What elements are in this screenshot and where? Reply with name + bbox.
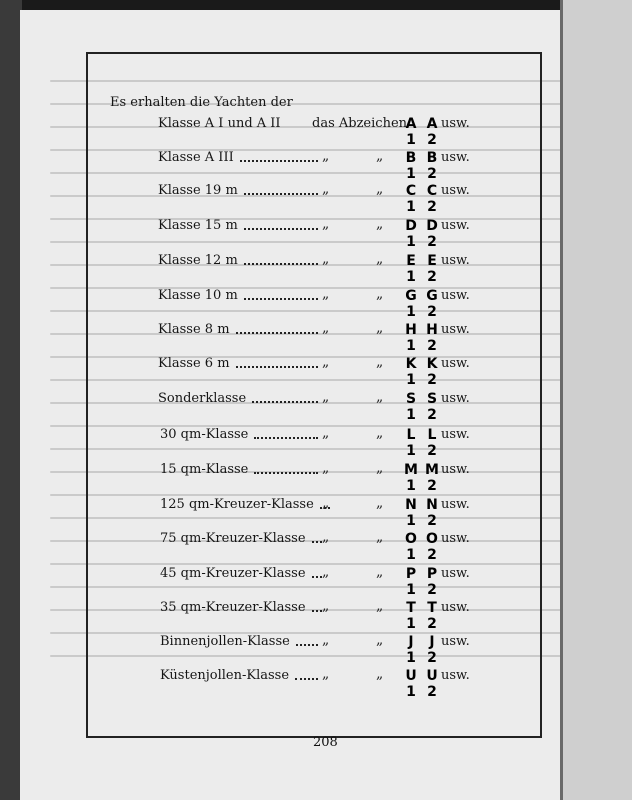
badge-code xyxy=(402,531,420,563)
class-row xyxy=(0,181,632,215)
class-row xyxy=(0,666,632,700)
class-row xyxy=(0,632,632,666)
ditto-mark: „ xyxy=(322,251,330,267)
leader-dots xyxy=(236,324,318,334)
badge-letter: O xyxy=(426,531,438,547)
badge-letter: D xyxy=(426,218,438,234)
badge-code xyxy=(423,356,441,388)
badge-code xyxy=(402,634,420,666)
usw-suffix: usw. xyxy=(441,150,470,165)
leader-dots xyxy=(244,290,318,300)
badge-letter: U xyxy=(405,668,417,684)
usw-suffix: usw. xyxy=(441,634,470,649)
badge-code xyxy=(402,150,420,182)
badge-number: 2 xyxy=(427,582,437,598)
ditto-mark: „ xyxy=(376,495,384,511)
badge-code xyxy=(423,218,441,250)
leader-dots xyxy=(236,358,318,368)
badge-number: 2 xyxy=(427,199,437,215)
leader-dots xyxy=(244,255,318,265)
usw-suffix: usw. xyxy=(441,427,470,442)
badge-code xyxy=(423,600,441,632)
ditto-mark: „ xyxy=(376,216,384,232)
ditto-mark: „ xyxy=(322,216,330,232)
ditto-mark: „ xyxy=(376,251,384,267)
usw-suffix: usw. xyxy=(441,288,470,303)
badge-code xyxy=(402,497,420,529)
ditto-mark: „ xyxy=(322,460,330,476)
badge-letter: K xyxy=(426,356,438,372)
badge-number: 2 xyxy=(427,547,437,563)
badge-code xyxy=(402,253,420,285)
leader-dots xyxy=(296,636,318,646)
leader-dots xyxy=(244,220,318,230)
class-row xyxy=(0,529,632,563)
class-label: Küstenjollen-Klasse xyxy=(160,668,290,683)
usw-suffix: usw. xyxy=(441,183,470,198)
badge-number: 1 xyxy=(406,199,416,215)
badge-number: 1 xyxy=(406,582,416,598)
badge-code xyxy=(423,427,441,459)
badge-letter: P xyxy=(426,566,438,582)
ditto-mark: „ xyxy=(322,181,330,197)
ditto-mark: „ xyxy=(376,529,384,545)
badge-letter: U xyxy=(426,668,438,684)
class-row xyxy=(0,216,632,250)
ditto-mark: „ xyxy=(322,529,330,545)
badge-letter: T xyxy=(406,600,416,616)
class-label: 15 qm-Klasse xyxy=(160,462,249,477)
ditto-mark: „ xyxy=(376,181,384,197)
usw-suffix: usw. xyxy=(441,218,470,233)
class-row xyxy=(0,320,632,354)
badge-code xyxy=(423,322,441,354)
badge-code xyxy=(423,288,441,320)
class-label: 30 qm-Klasse xyxy=(160,427,249,442)
leader-dots xyxy=(244,185,318,195)
class-row xyxy=(0,564,632,598)
badge-letter: L xyxy=(406,427,416,443)
badge-letter: M xyxy=(425,462,439,478)
badge-label: das Abzeichen xyxy=(312,116,408,131)
usw-suffix: usw. xyxy=(441,531,470,546)
badge-number: 2 xyxy=(427,234,437,250)
ditto-mark: „ xyxy=(376,148,384,164)
badge-letter: E xyxy=(406,253,416,269)
badge-letter: C xyxy=(426,183,438,199)
usw-suffix: usw. xyxy=(441,462,470,477)
usw-suffix: usw. xyxy=(441,566,470,581)
badge-number: 1 xyxy=(406,234,416,250)
badge-code xyxy=(402,322,420,354)
badge-code xyxy=(423,183,441,215)
leader-dots xyxy=(240,152,318,162)
badge-code xyxy=(402,600,420,632)
ditto-mark: „ xyxy=(322,666,330,682)
badge-letter: L xyxy=(427,427,437,443)
ditto-mark: „ xyxy=(376,286,384,302)
ditto-mark: „ xyxy=(376,564,384,580)
class-label: Klasse 12 m xyxy=(158,253,238,268)
leader-dots xyxy=(252,393,318,403)
usw-suffix: usw. xyxy=(441,497,470,512)
badge-code xyxy=(402,566,420,598)
class-row xyxy=(0,389,632,423)
badge-number: 2 xyxy=(427,684,437,700)
class-label: 125 qm-Kreuzer-Klasse xyxy=(160,497,314,512)
badge-letter: K xyxy=(405,356,417,372)
class-label: 75 qm-Kreuzer-Klasse xyxy=(160,531,306,546)
badge-number: 2 xyxy=(427,372,437,388)
badge-letter: O xyxy=(405,531,417,547)
class-label: Klasse 8 m xyxy=(158,322,230,337)
badge-number: 1 xyxy=(406,132,416,148)
badge-letter: D xyxy=(405,218,417,234)
badge-letter: B xyxy=(426,150,438,166)
ditto-mark: „ xyxy=(322,389,330,405)
badge-number: 2 xyxy=(427,132,437,148)
badge-letter: N xyxy=(426,497,438,513)
ditto-mark: „ xyxy=(376,632,384,648)
ditto-mark: „ xyxy=(376,389,384,405)
badge-code xyxy=(423,462,441,494)
ditto-mark: „ xyxy=(376,425,384,441)
ditto-mark: „ xyxy=(376,666,384,682)
ditto-mark: „ xyxy=(376,598,384,614)
badge-number: 1 xyxy=(406,443,416,459)
class-label: Klasse A I und A II xyxy=(158,116,281,131)
class-row xyxy=(0,354,632,388)
badge-letter: H xyxy=(405,322,417,338)
leader-dots xyxy=(254,464,318,474)
badge-letter: S xyxy=(405,391,417,407)
class-row xyxy=(0,116,632,148)
badge-number: 2 xyxy=(427,304,437,320)
class-row xyxy=(0,425,632,459)
class-label: Klasse 10 m xyxy=(158,288,238,303)
badge-code xyxy=(423,566,441,598)
badge-code xyxy=(402,218,420,250)
badge-letter: H xyxy=(426,322,438,338)
badge-code xyxy=(402,116,420,148)
badge-number: 2 xyxy=(427,269,437,285)
badge-number: 1 xyxy=(406,166,416,182)
badge-code xyxy=(423,116,441,148)
badge-number: 1 xyxy=(406,513,416,529)
badge-code xyxy=(423,634,441,666)
ditto-mark: „ xyxy=(322,354,330,370)
badge-number: 2 xyxy=(427,513,437,529)
badge-number: 2 xyxy=(427,407,437,423)
badge-letter: G xyxy=(405,288,417,304)
badge-code xyxy=(402,356,420,388)
badge-code xyxy=(423,150,441,182)
class-label: 45 qm-Kreuzer-Klasse xyxy=(160,566,306,581)
badge-code xyxy=(402,288,420,320)
ditto-mark: „ xyxy=(376,320,384,336)
badge-number: 1 xyxy=(406,304,416,320)
badge-letter: B xyxy=(405,150,417,166)
badge-code xyxy=(402,462,420,494)
leader-dots xyxy=(254,429,318,439)
badge-number: 2 xyxy=(427,616,437,632)
ditto-mark: „ xyxy=(322,598,330,614)
badge-number: 1 xyxy=(406,547,416,563)
ditto-mark: „ xyxy=(376,354,384,370)
usw-suffix: usw. xyxy=(441,356,470,371)
intro-text: Es erhalten die Yachten der xyxy=(110,95,293,110)
badge-number: 1 xyxy=(406,684,416,700)
badge-number: 1 xyxy=(406,478,416,494)
badge-number: 2 xyxy=(427,478,437,494)
class-row xyxy=(0,251,632,285)
badge-letter: A xyxy=(426,116,438,132)
badge-letter: A xyxy=(405,116,417,132)
class-label: Klasse 6 m xyxy=(158,356,230,371)
leader-dots xyxy=(312,568,322,578)
badge-code xyxy=(423,668,441,700)
badge-code xyxy=(402,427,420,459)
badge-code xyxy=(423,531,441,563)
leader-dots xyxy=(295,670,318,680)
badge-letter: S xyxy=(426,391,438,407)
ditto-mark: „ xyxy=(322,148,330,164)
badge-letter: P xyxy=(405,566,417,582)
badge-code xyxy=(423,391,441,423)
class-row xyxy=(0,598,632,632)
badge-number: 1 xyxy=(406,616,416,632)
class-row xyxy=(0,460,632,494)
ditto-mark: „ xyxy=(322,495,330,511)
page-number: 208 xyxy=(313,735,338,750)
badge-letter: T xyxy=(427,600,437,616)
usw-suffix: usw. xyxy=(441,391,470,406)
badge-letter: N xyxy=(405,497,417,513)
badge-number: 1 xyxy=(406,407,416,423)
class-row xyxy=(0,148,632,182)
badge-letter: J xyxy=(408,634,414,650)
badge-letter: E xyxy=(427,253,437,269)
badge-number: 2 xyxy=(427,166,437,182)
ditto-mark: „ xyxy=(322,632,330,648)
badge-code xyxy=(402,183,420,215)
badge-code xyxy=(402,391,420,423)
badge-letter: C xyxy=(405,183,417,199)
badge-letter: G xyxy=(426,288,438,304)
usw-suffix: usw. xyxy=(441,668,470,683)
badge-code xyxy=(402,668,420,700)
ditto-mark: „ xyxy=(322,564,330,580)
ditto-mark: „ xyxy=(322,286,330,302)
usw-suffix: usw. xyxy=(441,116,470,131)
badge-code xyxy=(423,253,441,285)
leader-dots xyxy=(312,602,322,612)
ditto-mark: „ xyxy=(322,425,330,441)
badge-number: 2 xyxy=(427,443,437,459)
badge-number: 2 xyxy=(427,338,437,354)
badge-letter: M xyxy=(404,462,418,478)
badge-number: 1 xyxy=(406,338,416,354)
badge-code xyxy=(423,497,441,529)
badge-number: 1 xyxy=(406,650,416,666)
class-label: Binnenjollen-Klasse xyxy=(160,634,290,649)
class-label: Klasse 15 m xyxy=(158,218,238,233)
class-row xyxy=(0,286,632,320)
leader-dots xyxy=(312,533,322,543)
usw-suffix: usw. xyxy=(441,322,470,337)
class-label: Sonderklasse xyxy=(158,391,247,406)
class-label: 35 qm-Kreuzer-Klasse xyxy=(160,600,306,615)
usw-suffix: usw. xyxy=(441,600,470,615)
class-label: Klasse 19 m xyxy=(158,183,238,198)
badge-number: 1 xyxy=(406,269,416,285)
class-row xyxy=(0,495,632,529)
class-label: Klasse A III xyxy=(158,150,234,165)
badge-number: 2 xyxy=(427,650,437,666)
usw-suffix: usw. xyxy=(441,253,470,268)
ditto-mark: „ xyxy=(376,460,384,476)
ditto-mark: „ xyxy=(322,320,330,336)
badge-letter: J xyxy=(429,634,435,650)
badge-number: 1 xyxy=(406,372,416,388)
